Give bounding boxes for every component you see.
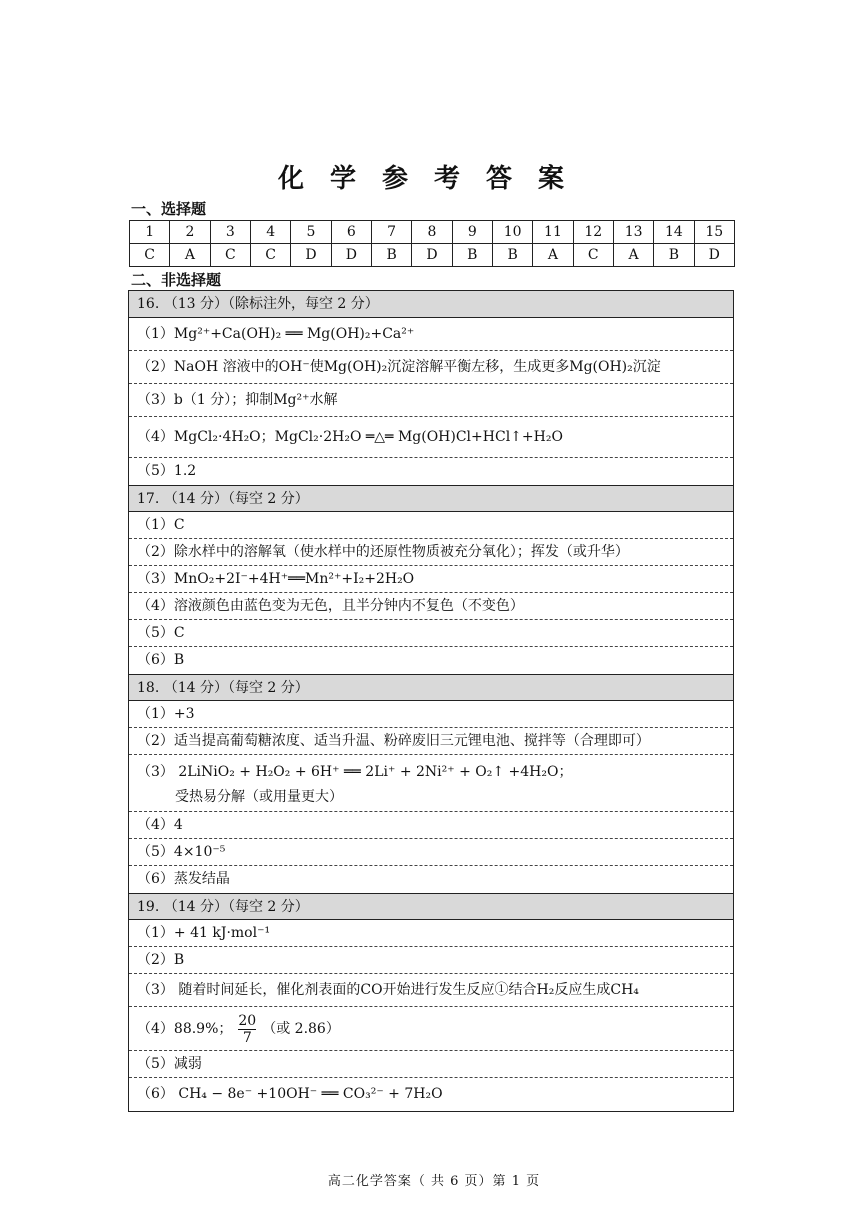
answer-table (129, 220, 735, 267)
q16-answer-1: （1）Mg²⁺+Ca(OH)₂ ══ Mg(OH)₂+Ca²⁺ (129, 318, 733, 351)
section-heading-non-choice: 二、非选择题 (131, 271, 222, 289)
answer-cell: B (654, 244, 694, 267)
fraction (238, 1013, 256, 1046)
question-number: 1 (130, 221, 170, 244)
question-16-header: 16. （13 分）（除标注外，每空 2 分） (129, 291, 733, 318)
q19-answer-6: （6） CH₄ − 8e⁻ +10OH⁻ ══ CO₃²⁻ + 7H₂O (137, 1086, 443, 1102)
answer-cell: B (371, 244, 411, 267)
q17-answer-4: （4）溶液颜色由蓝色变为无色，且半分钟内不复色（不变色） (129, 593, 733, 620)
page-title: 化学参考答案 (277, 164, 590, 194)
question-number: 3 (210, 221, 250, 244)
answer-cell: C (210, 244, 250, 267)
question-number: 12 (573, 221, 613, 244)
answers-box (128, 290, 734, 1112)
q18-answer-3-equation: （3） 2LiNiO₂ + H₂O₂ + 6H⁺ ══ 2Li⁺ + 2Ni²⁺ + O₂↑ +4H₂O； (137, 764, 573, 780)
q17-answer-2: （2）除水样中的溶解氧（使水样中的还原性物质被充分氧化）；挥发（或升华） (129, 539, 733, 566)
q19-answer-1: （1）+ 41 kJ·mol⁻¹ (129, 920, 733, 947)
question-number: 10 (492, 221, 532, 244)
answer-cell: A (170, 244, 210, 267)
answer-table-answers-row (130, 244, 735, 267)
answer-cell: C (573, 244, 613, 267)
q19-answer-4-suffix: （或 2.86） (262, 1021, 340, 1037)
q16-answer-3: （3）b（1 分）；抑制Mg²⁺水解 (129, 384, 733, 417)
question-number: 6 (331, 221, 371, 244)
answer-cell: B (452, 244, 492, 267)
answer-cell: D (331, 244, 371, 267)
q18-answer-3-note: 受热易分解（或用量更大） (175, 789, 343, 805)
question-number: 15 (694, 221, 734, 244)
question-17-header: 17. （14 分）（每空 2 分） (129, 485, 733, 512)
q17-answer-1: （1）C (129, 512, 733, 539)
answer-table-numbers-row (130, 221, 735, 244)
question-number: 7 (371, 221, 411, 244)
q19-answer-2: （2）B (129, 947, 733, 974)
section-heading-multiple-choice: 一、选择题 (131, 200, 207, 218)
q16-answer-4: （4）MgCl₂·4H₂O；MgCl₂·2H₂O ═△═ Mg(OH)Cl+HCl↑+H₂O (129, 417, 733, 458)
question-number: 2 (170, 221, 210, 244)
answer-cell: D (412, 244, 452, 267)
question-18-header: 18. （14 分）（每空 2 分） (129, 674, 733, 701)
fraction-numerator: 20 (238, 1012, 257, 1029)
q17-answer-6: （6）B (137, 652, 185, 668)
answer-cell: D (291, 244, 331, 267)
question-number: 8 (412, 221, 452, 244)
fraction-denominator: 7 (242, 1029, 252, 1046)
q19-answer-4-prefix: （4）88.9%； (137, 1021, 233, 1037)
page-footer: 高二化学答案（ 共 6 页）第 1 页 (327, 1174, 541, 1189)
question-number: 11 (533, 221, 573, 244)
question-19-header: 19. （14 分）（每空 2 分） (129, 893, 733, 920)
q16-answer-5: （5）1.2 (137, 463, 197, 479)
q17-answer-3: （3）MnO₂+2I⁻+4H⁺══Mn²⁺+I₂+2H₂O (129, 566, 733, 593)
question-number: 4 (250, 221, 290, 244)
answer-cell: A (613, 244, 653, 267)
question-number: 9 (452, 221, 492, 244)
answer-cell: B (492, 244, 532, 267)
question-number: 5 (291, 221, 331, 244)
q18-answer-6: （6）蒸发结晶 (137, 871, 230, 887)
answer-cell: C (250, 244, 290, 267)
answer-cell: C (130, 244, 170, 267)
q18-answer-2: （2）适当提高葡萄糖浓度、适当升温、粉碎废旧三元锂电池、搅拌等（合理即可） (129, 728, 733, 755)
question-number: 14 (654, 221, 694, 244)
q19-answer-5: （5）减弱 (129, 1051, 733, 1078)
q18-answer-1: （1）+3 (129, 701, 733, 728)
q18-answer-4: （4）4 (129, 812, 733, 839)
q18-answer-3 (129, 755, 733, 812)
q17-answer-5: （5）C (129, 620, 733, 647)
answer-cell: D (694, 244, 734, 267)
q16-answer-2: （2）NaOH 溶液中的OH⁻使Mg(OH)₂沉淀溶解平衡左移，生成更多Mg(OH)₂沉淀 (129, 351, 733, 384)
q19-answer-4 (129, 1007, 733, 1051)
q19-answer-3: （3） 随着时间延长，催化剂表面的CO开始进行发生反应①结合H₂反应生成CH₄ (129, 974, 733, 1007)
question-number: 13 (613, 221, 653, 244)
q18-answer-5: （5）4×10⁻⁵ (129, 839, 733, 866)
answer-cell: A (533, 244, 573, 267)
